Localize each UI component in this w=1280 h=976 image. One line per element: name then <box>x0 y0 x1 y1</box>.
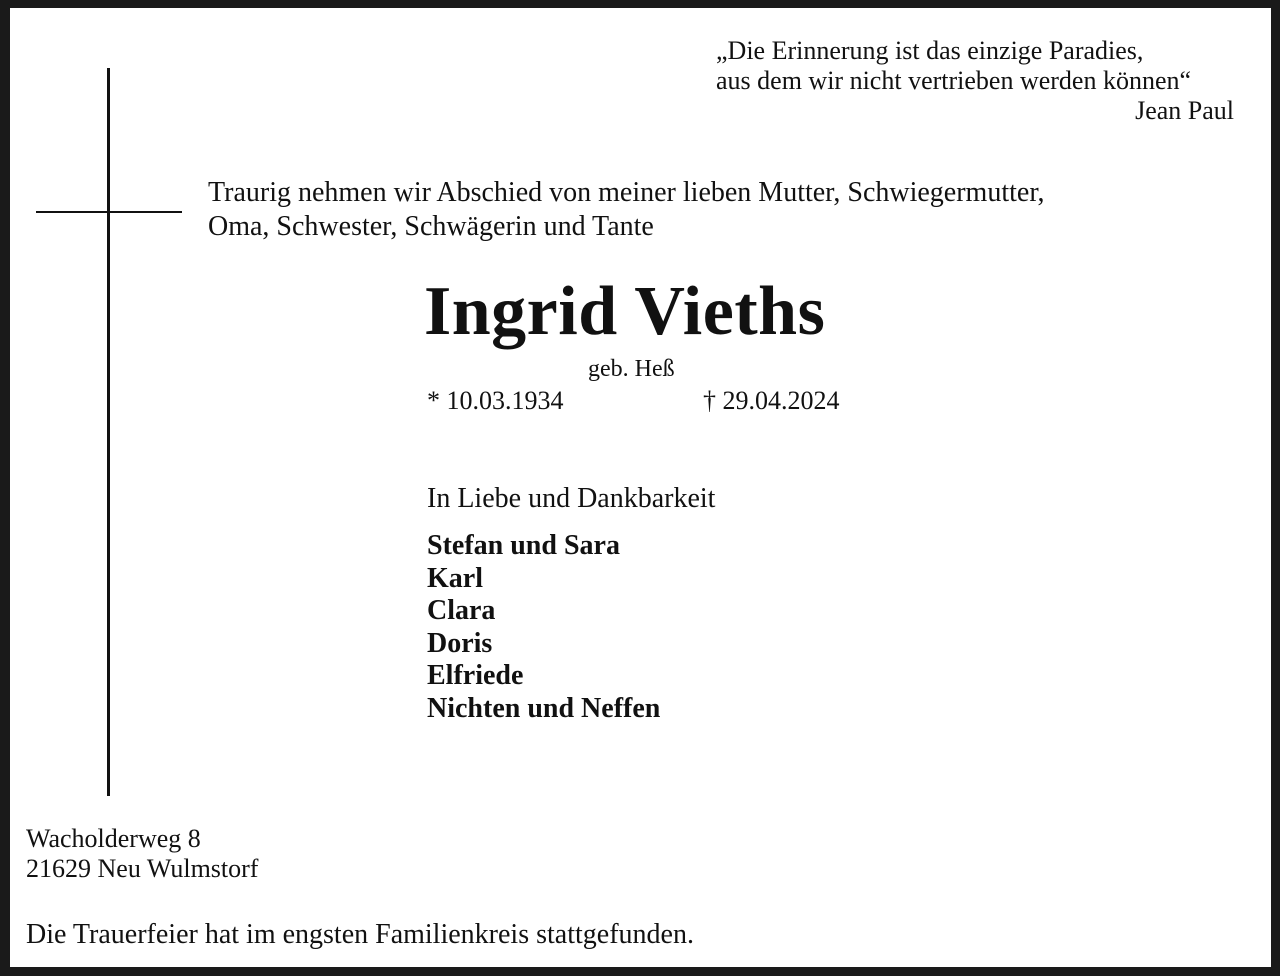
mourner-name: Nichten und Neffen <box>427 692 661 724</box>
intro-line-2: Oma, Schwester, Schwägerin und Tante <box>208 211 654 242</box>
funeral-note: Die Trauerfeier hat im engsten Familienkreis stattgefunden. <box>26 919 694 950</box>
address-street: Wacholderweg 8 <box>26 824 201 853</box>
maiden-name: geb. Heß <box>588 356 675 382</box>
quote <box>716 36 1191 96</box>
mourner-name: Karl <box>427 562 483 594</box>
address-block <box>26 824 258 884</box>
closing-phrase: In Liebe und Dankbarkeit <box>427 483 716 514</box>
cross-icon-vertical-bar <box>107 68 110 796</box>
mourner-name: Clara <box>427 595 496 626</box>
address-city: 21629 Neu Wulmstorf <box>26 854 259 883</box>
mourners-list <box>427 530 660 725</box>
death-date: † 29.04.2024 <box>703 386 840 415</box>
quote-line-2: aus dem wir nicht vertrieben werden können“ <box>716 66 1192 95</box>
intro-text <box>208 176 1045 244</box>
mourner-name: Stefan und Sara <box>427 530 620 561</box>
quote-author: Jean Paul <box>1135 96 1234 125</box>
birth-date: * 10.03.1934 <box>427 386 564 415</box>
intro-line-1: Traurig nehmen wir Abschied von meiner lieben Mutter, Schwiegermutter, <box>208 177 1045 208</box>
deceased-name: Ingrid Vieths <box>424 273 826 350</box>
mourner-name: Doris <box>427 627 493 659</box>
quote-line-1: „Die Erinnerung ist das einzige Paradies, <box>716 36 1144 65</box>
mourner-name: Elfriede <box>427 660 524 691</box>
cross-icon-horizontal-bar <box>36 211 182 213</box>
